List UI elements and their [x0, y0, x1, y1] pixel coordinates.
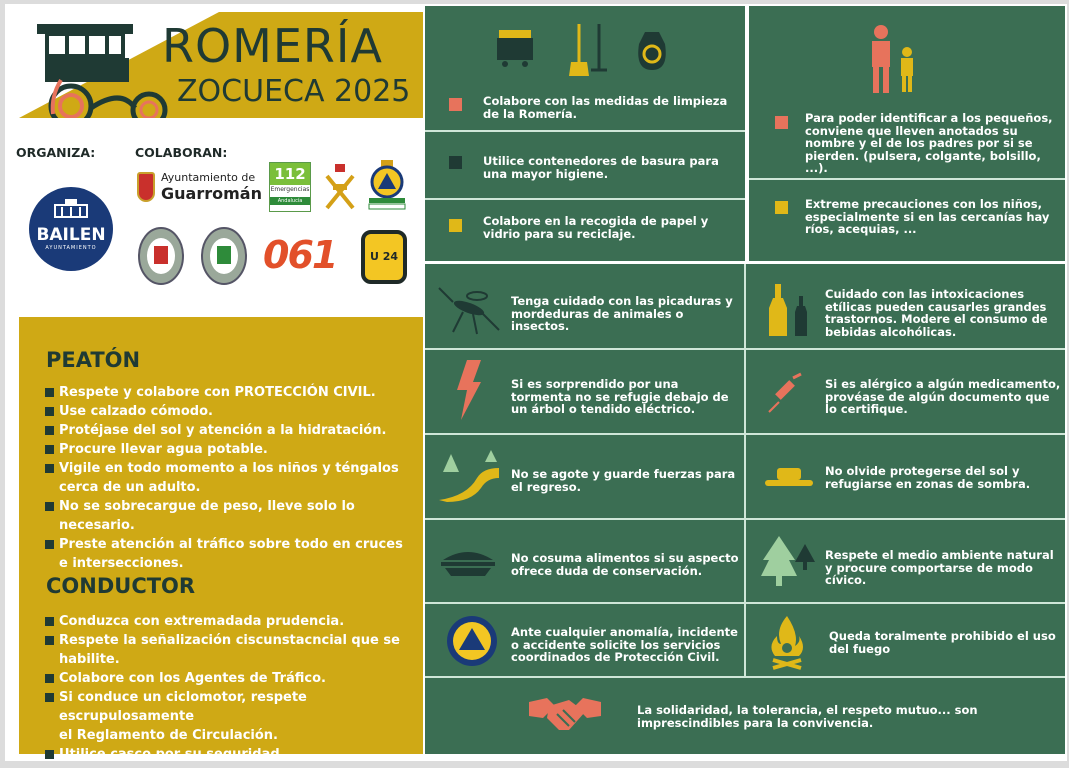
tip-sun: No olvide protegerse del sol y refugiarse en zonas de sombra.: [825, 464, 1031, 491]
peaton-item-cont: cerca de un adulto.: [59, 480, 201, 495]
peaton-item: Vigile en todo momento a los niños y téngalos: [45, 459, 423, 478]
divider: [425, 348, 1065, 350]
tip-rest: No se agote y guarde fuerzas para el regreso.: [511, 467, 736, 494]
conductor-item: Utilice casco por su seguridad.: [45, 745, 423, 764]
road-icon: [437, 448, 501, 504]
divider: [425, 433, 1065, 435]
conductor-item: Conduzca con extremadada prudencia.: [45, 612, 423, 631]
solidarity-text: La solidaridad, la tolerancia, el respeto mutuo... son imprescindibles para la convivencia.: [637, 703, 978, 730]
divider: [425, 518, 1065, 520]
conductor-heading: CONDUCTOR: [46, 574, 196, 598]
town-hall-icon: [53, 197, 89, 219]
guarroman-line2: Guarromán: [161, 184, 262, 203]
divider: [749, 178, 1065, 180]
peaton-item: No se sobrecargue de peso, lleve solo lo necesario.: [45, 497, 423, 535]
n112-number: 112: [270, 163, 310, 185]
organiza-label: ORGANIZA:: [16, 145, 96, 160]
cart-logo-icon: [31, 18, 181, 118]
colaboran-label: COLABORAN:: [135, 145, 228, 160]
tip-allergy: Si es alérgico a algún medicamento, provéase de algún documento que lo certifique.: [825, 377, 1061, 416]
peaton-item: Use calzado cómodo.: [45, 402, 423, 421]
peaton-item-cont: e intersecciones.: [59, 556, 184, 571]
header-banner: [19, 12, 423, 118]
tip-insects: Tenga cuidado con las picaduras y mordeduras de animales o insectos.: [511, 294, 733, 333]
handshake-icon: [529, 692, 601, 736]
emergencias-112-logo: [269, 162, 311, 212]
title-line2: ZOCUECA 2025: [177, 74, 411, 109]
divider: [425, 198, 745, 200]
cleanliness-panel: [425, 6, 745, 261]
tip-food: No cosuma alimentos si su aspecto ofrece duda de conservación.: [511, 551, 739, 578]
tip-emergency: Ante cualquier anomalía, incidente o accidente solicite los servicios coordinados de Protección Civil.: [511, 625, 738, 664]
n112-sub2: Andalucía: [270, 197, 310, 205]
poster: [5, 4, 1067, 761]
conductor-list: [45, 612, 423, 764]
proteccion-civil-icon: [445, 614, 499, 668]
recommendations-box: [19, 317, 423, 762]
panel1-text: Colabore con las medidas de limpieza de la Romería.: [483, 94, 728, 121]
bailen-sub: AYUNTAMIENTO: [45, 245, 97, 251]
peaton-heading: PEATÓN: [46, 348, 141, 372]
tip-alcohol: Cuidado con las intoxicaciones etílicas pueden causarles grandes trastornos. Modere el consumo de bebidas alcohólicas.: [825, 287, 1048, 339]
bailen-name: BAILEN: [36, 225, 106, 245]
bullet-icon: [775, 116, 788, 129]
safety-grid: [425, 264, 1065, 754]
syringe-icon: [765, 372, 805, 416]
tip-environment: Respete el medio ambiente natural y procure comportarse de modo cívico.: [825, 548, 1054, 587]
guardia-civil-emblem-icon: [323, 162, 357, 212]
peaton-item: Procure llevar agua potable.: [45, 440, 423, 459]
mosquito-icon: [437, 282, 501, 336]
recycle-bag-icon: [635, 24, 669, 74]
fire-icon: [769, 614, 805, 670]
emergencias-061-logo: 061: [263, 233, 337, 277]
children-panel: [749, 6, 1065, 261]
conductor-item: Si conduce un ciclomotor, respete escrupulosamente: [45, 688, 423, 726]
dumpster-icon: [493, 24, 537, 68]
peaton-list: [45, 383, 423, 573]
conductor-item: Colabore con los Agentes de Tráfico.: [45, 669, 423, 688]
parent-child-icon: [867, 24, 923, 96]
divider: [425, 130, 745, 132]
lightning-icon: [455, 360, 483, 420]
conductor-item-cont: el Reglamento de Circulación.: [59, 728, 278, 743]
u24-logo: U 24: [361, 230, 407, 284]
trees-icon: [761, 534, 817, 590]
guarroman-shield-icon: [137, 172, 155, 202]
tip-fire: Queda toralmente prohibido el uso del fuego: [829, 629, 1056, 656]
police-badge-1-icon: [137, 226, 185, 286]
bailen-logo: [29, 187, 113, 271]
panel2-text: Extreme precauciones con los niños, especialmente si en las cercanías hay ríos, acequias, ...: [805, 197, 1050, 236]
divider: [744, 264, 746, 676]
peaton-item: Respete y colabore con PROTECCIÓN CIVIL.: [45, 383, 423, 402]
peaton-item: Preste atención al tráfico sobre todo en cruces: [45, 535, 423, 554]
hat-icon: [763, 464, 815, 490]
peaton-item: Protéjase del sol y atención a la hidratación.: [45, 421, 423, 440]
panel2-text: Para poder identificar a los pequeños, conviene que lleven anotados su nombre y el de los padres por si se pierden. (pulsera, colgante, bolsillo, ...).: [805, 111, 1053, 175]
guarroman-line1: Ayuntamiento de: [161, 171, 256, 184]
title-line1: ROMERÍA: [162, 19, 383, 73]
panel1-text: Utilice contenedores de basura para una mayor higiene.: [483, 154, 719, 181]
panel1-text: Colabore en la recogida de papel y vidrio para su reciclaje.: [483, 214, 709, 241]
proteccion-civil-andalucia-icon: [367, 158, 407, 214]
food-bowl-icon: [439, 540, 497, 580]
conductor-item: Respete la señalización ciscunstacncial que se habilite.: [45, 631, 423, 669]
tip-storm: Si es sorprendido por una tormenta no se refugie debajo de un árbol o tendido eléctrico.: [511, 377, 729, 416]
bullet-icon: [775, 201, 788, 214]
divider: [425, 676, 1065, 678]
bullet-icon: [449, 156, 462, 169]
n112-sub: Emergencias: [270, 186, 310, 193]
bullet-icon: [449, 219, 462, 232]
broom-rake-icon: [565, 22, 613, 78]
bottles-icon: [769, 282, 813, 338]
bullet-icon: [449, 98, 462, 111]
divider: [425, 602, 1065, 604]
police-badge-2-icon: [200, 226, 248, 286]
